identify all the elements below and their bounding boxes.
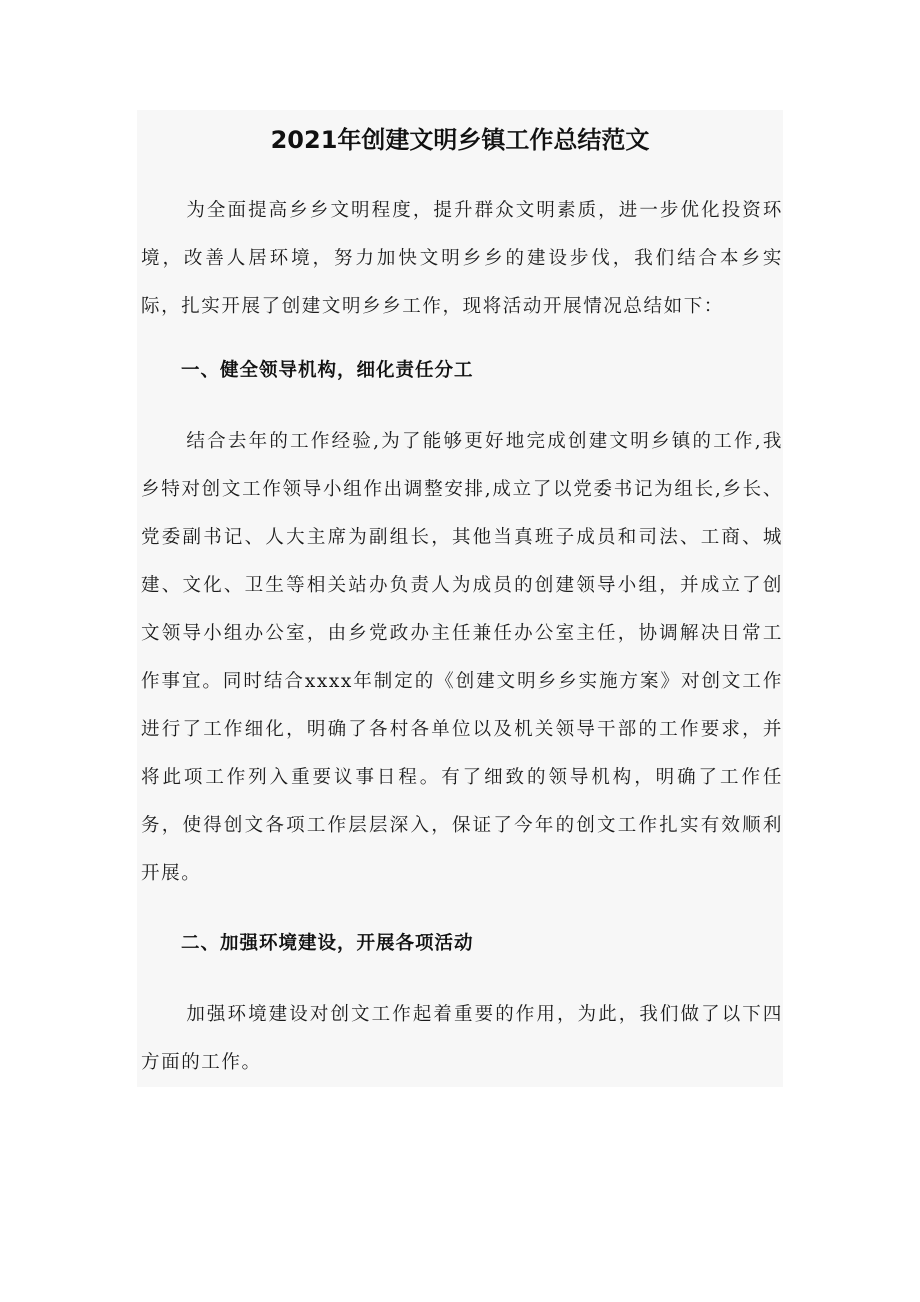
section1-heading: 一、健全领导机构，细化责任分工 [181, 360, 474, 381]
section1-paragraph: 结合去年的工作经验,为了能够更好地完成创建文明乡镇的工作,我乡特对创文工作领导小组作出调整安排,成立了以党委书记为组长,乡长、党委副书记、人大主席为副组长，其他当真班子成员和司法、工商、城建、文化、卫生等相关站办负责人为成员的创建领导小组，并成立了创文领导小组办公室，由乡党政办主任兼任办公室主任，协调解决日常工作事宜。同时结合xxxx年制定的《创建文明乡乡实施方案》对创文工作进行了工作细化，明确了各村各单位以及机关领导干部的工作要求，并将此项工作列入重要议事日程。有了细致的领导机构，明确了工作任务，使得创文各项工作层层深入，保证了今年的创文工作扎实有效顺利开展。 [141, 431, 783, 884]
section2-paragraph: 加强环境建设对创文工作起着重要的作用，为此，我们做了以下四方面的工作。 [141, 1004, 783, 1073]
intro-paragraph: 为全面提高乡乡文明程度，提升群众文明素质，进一步优化投资环境，改善人居环境，努力加快文明乡乡的建设步伐，我们结合本乡实际，扎实开展了创建文明乡乡工作，现将活动开展情况总结如下： [141, 200, 783, 317]
document-title: 2021年创建文明乡镇工作总结范文 [270, 126, 650, 154]
section2-heading: 二、加强环境建设，开展各项活动 [181, 933, 474, 954]
document-page [137, 110, 783, 1087]
